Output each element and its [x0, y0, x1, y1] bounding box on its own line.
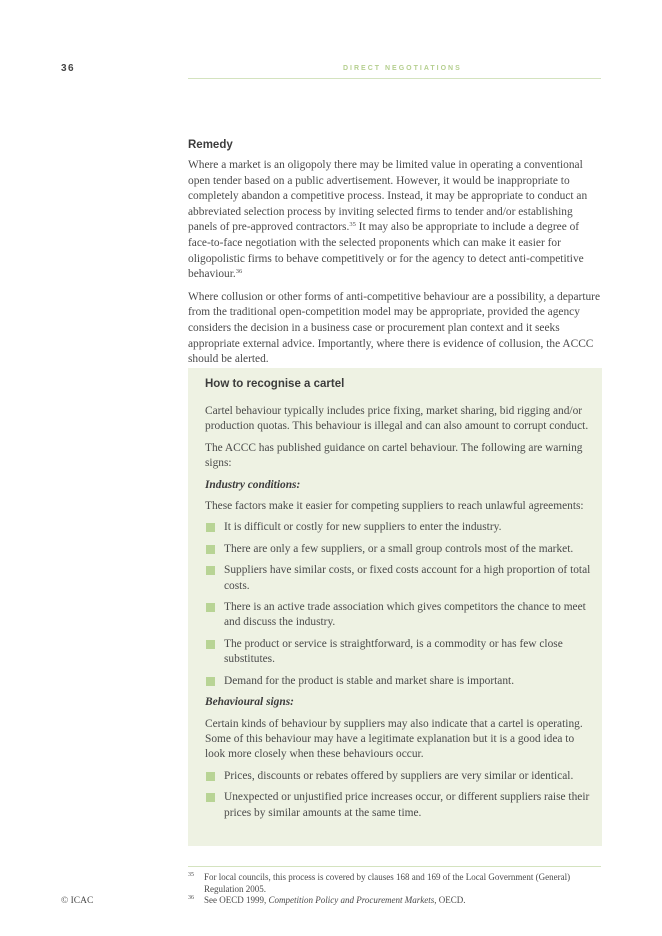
square-bullet-icon	[206, 640, 215, 649]
copyright-notice: © ICAC	[61, 896, 94, 906]
footnote-citation-title: Competition Policy and Procurement Markets	[268, 895, 435, 905]
behavioural-signs-intro: Certain kinds of behaviour by suppliers may also indicate that a cartel is operating. Some of this behaviour may have a legitimate explanation but it is a good idea to look more closely when these behaviours occur.	[205, 717, 583, 761]
box-intro: Cartel behaviour typically includes price fixing, market sharing, bid rigging and/or production quotas. This behaviour is illegal and can also amount to corrupt conduct.	[205, 405, 589, 433]
square-bullet-icon	[206, 772, 215, 781]
footnote-number: 35	[188, 872, 194, 878]
remedy-paragraph-2: Where collusion or other forms of anti-competitive behaviour are a possibility, a departure from the traditional open-competition model may be appropriate, provided the agency considers the decision in a business case or procurement plan context and it seeks appropriate external advice. Importantly, where there is evidence of collusion, the ACCC should be alerted.	[188, 290, 601, 366]
list-item: There is an active trade association which gives competitors the chance to meet and discuss the industry.	[205, 600, 602, 631]
box-heading: How to recognise a cartel	[205, 378, 345, 390]
main-content	[188, 139, 602, 375]
footnote-ref-35[interactable]: 35	[349, 221, 356, 229]
footnote-text: For local councils, this process is covered by clauses 168 and 169 of the Local Government (General) Regulation 2005.	[204, 872, 571, 894]
square-bullet-icon	[206, 793, 215, 802]
cartel-info-box	[188, 368, 602, 846]
square-bullet-icon	[206, 523, 215, 532]
list-item: Prices, discounts or rebates offered by suppliers are very similar or identical.	[205, 769, 602, 784]
industry-conditions-intro: These factors make it easier for competing suppliers to reach unlawful agreements:	[205, 500, 584, 513]
behavioural-signs-heading: Behavioural signs:	[205, 696, 294, 709]
footnote-ref-36[interactable]: 36	[235, 268, 243, 276]
industry-conditions-list	[205, 520, 602, 689]
page-number: 36	[61, 63, 76, 74]
section-heading-remedy: Remedy	[188, 139, 233, 151]
footnote-35	[188, 872, 602, 895]
footnote-text-end: , OECD.	[434, 895, 466, 905]
footnotes	[188, 872, 602, 907]
list-item: Suppliers have similar costs, or fixed costs account for a high proportion of total costs.	[205, 563, 602, 594]
remedy-p1-text: Where a market is an oligopoly there may be limited value in operating a conventional open tender based on a public advertisement. However, it would be inappropriate to completely abandon a competitive process. Instead, it may be appropriate to conduct an abbreviated selection process by inviting selected firms to tender and/or establishing panels of pre-approved contractors.	[188, 159, 588, 234]
behavioural-signs-list	[205, 769, 602, 821]
square-bullet-icon	[206, 603, 215, 612]
list-item: The product or service is straightforward, is a commodity or has few close substitutes.	[205, 637, 602, 668]
box-guidance: The ACCC has published guidance on cartel behaviour. The following are warning signs:	[205, 441, 583, 470]
list-item: Unexpected or unjustified price increases occur, or different suppliers raise their prices by similar amounts at the same time.	[205, 790, 602, 821]
list-item: Demand for the product is stable and market share is important.	[205, 674, 602, 689]
list-item: There are only a few suppliers, or a small group controls most of the market.	[205, 542, 602, 557]
footnote-divider	[188, 866, 601, 867]
list-item: It is difficult or costly for new suppliers to enter the industry.	[205, 520, 602, 535]
footnote-number: 36	[188, 895, 194, 901]
header-divider	[188, 78, 601, 79]
running-head: DIRECT NEGOTIATIONS	[343, 65, 462, 72]
footnote-text: See OECD 1999,	[204, 895, 269, 905]
industry-conditions-heading: Industry conditions:	[205, 478, 301, 491]
square-bullet-icon	[206, 677, 215, 686]
square-bullet-icon	[206, 566, 215, 575]
square-bullet-icon	[206, 545, 215, 554]
remedy-p1-text-cont: It may also be appropriate to include a degree of face-to-face negotiation with the selected proponents which can make it easier for oligopolistic firms to behave competitively or for the agency to detect anti-competitive behaviour.	[188, 221, 584, 281]
footnote-36	[188, 895, 602, 907]
remedy-paragraph-1	[188, 158, 602, 283]
